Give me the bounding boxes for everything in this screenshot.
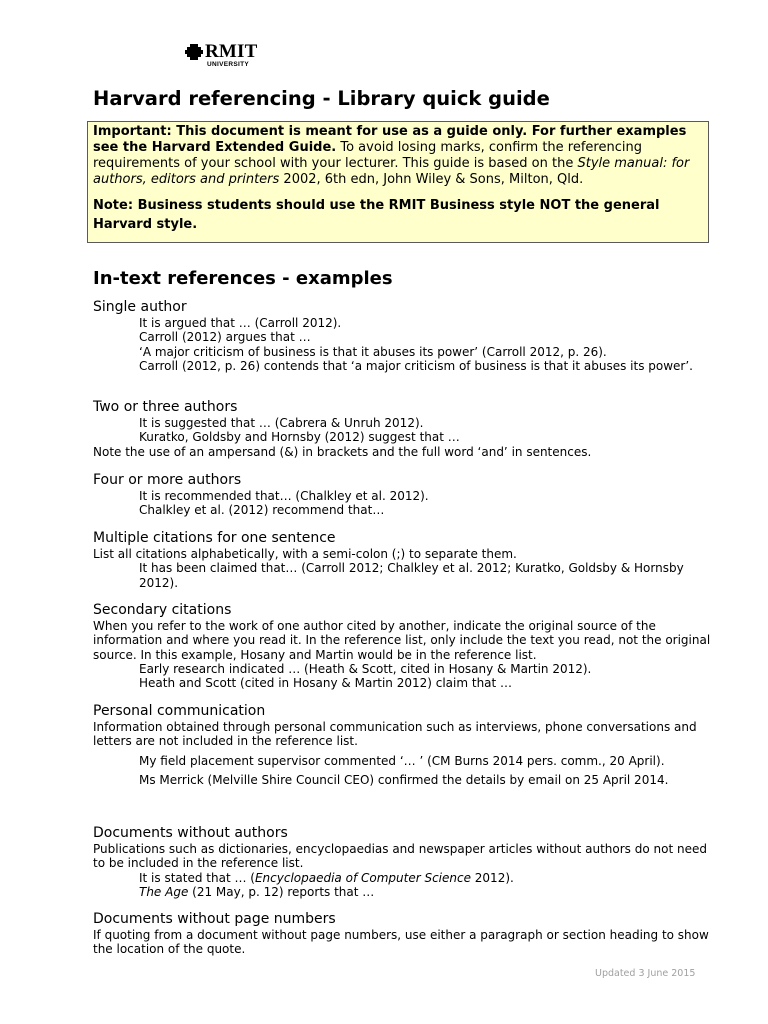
section-heading: Personal communication bbox=[93, 703, 266, 719]
example-line: Carroll (2012, p. 26) contends that ‘a major criticism of business is that it abuses its power’. bbox=[139, 358, 693, 373]
rmit-logo bbox=[185, 42, 275, 70]
section-documents-without-authors bbox=[93, 824, 713, 899]
example-line: Carroll (2012) argues that … bbox=[139, 330, 311, 345]
section-heading: Single author bbox=[93, 299, 187, 315]
example-text: It is stated that … ( bbox=[139, 870, 255, 885]
section-intro: Publications such as dictionaries, encyclopaedias and newspaper articles without authors do not need to be included in the reference list. bbox=[93, 842, 707, 871]
section-intro: If quoting from a document without page numbers, use either a paragraph or section heading to show the location of the quote. bbox=[93, 928, 709, 957]
example-text: 2012). bbox=[470, 870, 514, 885]
example-line: Early research indicated … (Heath & Scott, cited in Hosany & Martin 2012). bbox=[139, 661, 592, 676]
section-intro: List all citations alphabetically, with a semi-colon (;) to separate them. bbox=[93, 547, 517, 561]
important-paragraph bbox=[93, 124, 703, 188]
section-note: Note the use of an ampersand (&) in brackets and the full word ‘and’ in sentences. bbox=[93, 444, 592, 459]
example-line: It has been claimed that… (Carroll 2012; Chalkley et al. 2012; Kuratko, Goldsby & Hornsby 2012). bbox=[139, 561, 684, 590]
example-line bbox=[93, 871, 713, 885]
section-personal-communication bbox=[93, 702, 713, 787]
section-heading: Secondary citations bbox=[93, 602, 232, 618]
example-text: (21 May, p. 12) reports that … bbox=[188, 884, 375, 899]
logo-wordmark: RMIT bbox=[205, 41, 258, 62]
intext-heading: In-text references - examples bbox=[93, 268, 393, 289]
example-line: Chalkley et al. (2012) recommend that… bbox=[139, 503, 385, 518]
section-heading: Four or more authors bbox=[93, 472, 242, 488]
section-two-three-authors bbox=[93, 398, 713, 459]
section-multiple-citations bbox=[93, 529, 713, 590]
important-bold-text: Important: This document is meant for use as a guide only. For further examples see the Harvard Extended Guide. bbox=[93, 124, 687, 155]
example-italic-title: The Age bbox=[139, 884, 189, 899]
rmit-pixel-logo-icon bbox=[185, 44, 203, 60]
example-line: Heath and Scott (cited in Hosany & Martin 2012) claim that … bbox=[139, 676, 513, 691]
example-line: ‘A major criticism of business is that it abuses its power’ (Carroll 2012, p. 26). bbox=[139, 344, 607, 359]
business-note: Note: Business students should use the RMIT Business style NOT the general Harvard style. bbox=[93, 198, 660, 232]
example-line: Ms Merrick (Melville Shire Council CEO) confirmed the details by email on 25 April 2014. bbox=[139, 772, 669, 787]
section-intro: Information obtained through personal communication such as interviews, phone conversations and letters are not included in the reference list. bbox=[93, 720, 697, 749]
example-line bbox=[93, 885, 713, 899]
section-single-author bbox=[93, 298, 713, 373]
important-text-2: 2002, 6th edn, John Wiley & Sons, Milton, Qld. bbox=[279, 172, 584, 187]
example-line: It is suggested that … (Cabrera & Unruh 2012). bbox=[139, 416, 424, 430]
section-documents-without-page-numbers bbox=[93, 910, 713, 957]
important-text-1: To avoid losing marks, confirm the referencing requirements of your school with your lecturer. This guide is based on the bbox=[93, 140, 642, 171]
important-notice-box bbox=[87, 121, 709, 243]
style-manual-title: Style manual: for authors, editors and printers bbox=[93, 156, 690, 187]
logo-subtitle: UNIVERSITY bbox=[207, 61, 250, 68]
section-heading: Two or three authors bbox=[93, 399, 238, 415]
example-italic-title: Encyclopaedia of Computer Science bbox=[254, 870, 471, 885]
section-intro: When you refer to the work of one author cited by another, indicate the original source of the information and where you read it. In the reference list, only include the text you read, not the original source. In this example, Hosany and Martin would be in the reference list. bbox=[93, 619, 711, 662]
example-line: It is recommended that… (Chalkley et al. 2012). bbox=[139, 489, 429, 503]
section-heading: Documents without page numbers bbox=[93, 911, 336, 927]
section-heading: Multiple citations for one sentence bbox=[93, 530, 336, 546]
page-title: Harvard referencing - Library quick guide bbox=[93, 87, 550, 110]
example-line: It is argued that … (Carroll 2012). bbox=[139, 316, 342, 330]
section-four-more-authors bbox=[93, 471, 713, 518]
updated-date: Updated 3 June 2015 bbox=[595, 968, 696, 979]
example-line: Kuratko, Goldsby and Hornsby (2012) suggest that … bbox=[139, 430, 460, 445]
section-secondary-citations bbox=[93, 601, 713, 690]
section-heading: Documents without authors bbox=[93, 825, 288, 841]
example-line: My field placement supervisor commented ‘… ’ (CM Burns 2014 pers. comm., 20 April). bbox=[139, 753, 665, 768]
